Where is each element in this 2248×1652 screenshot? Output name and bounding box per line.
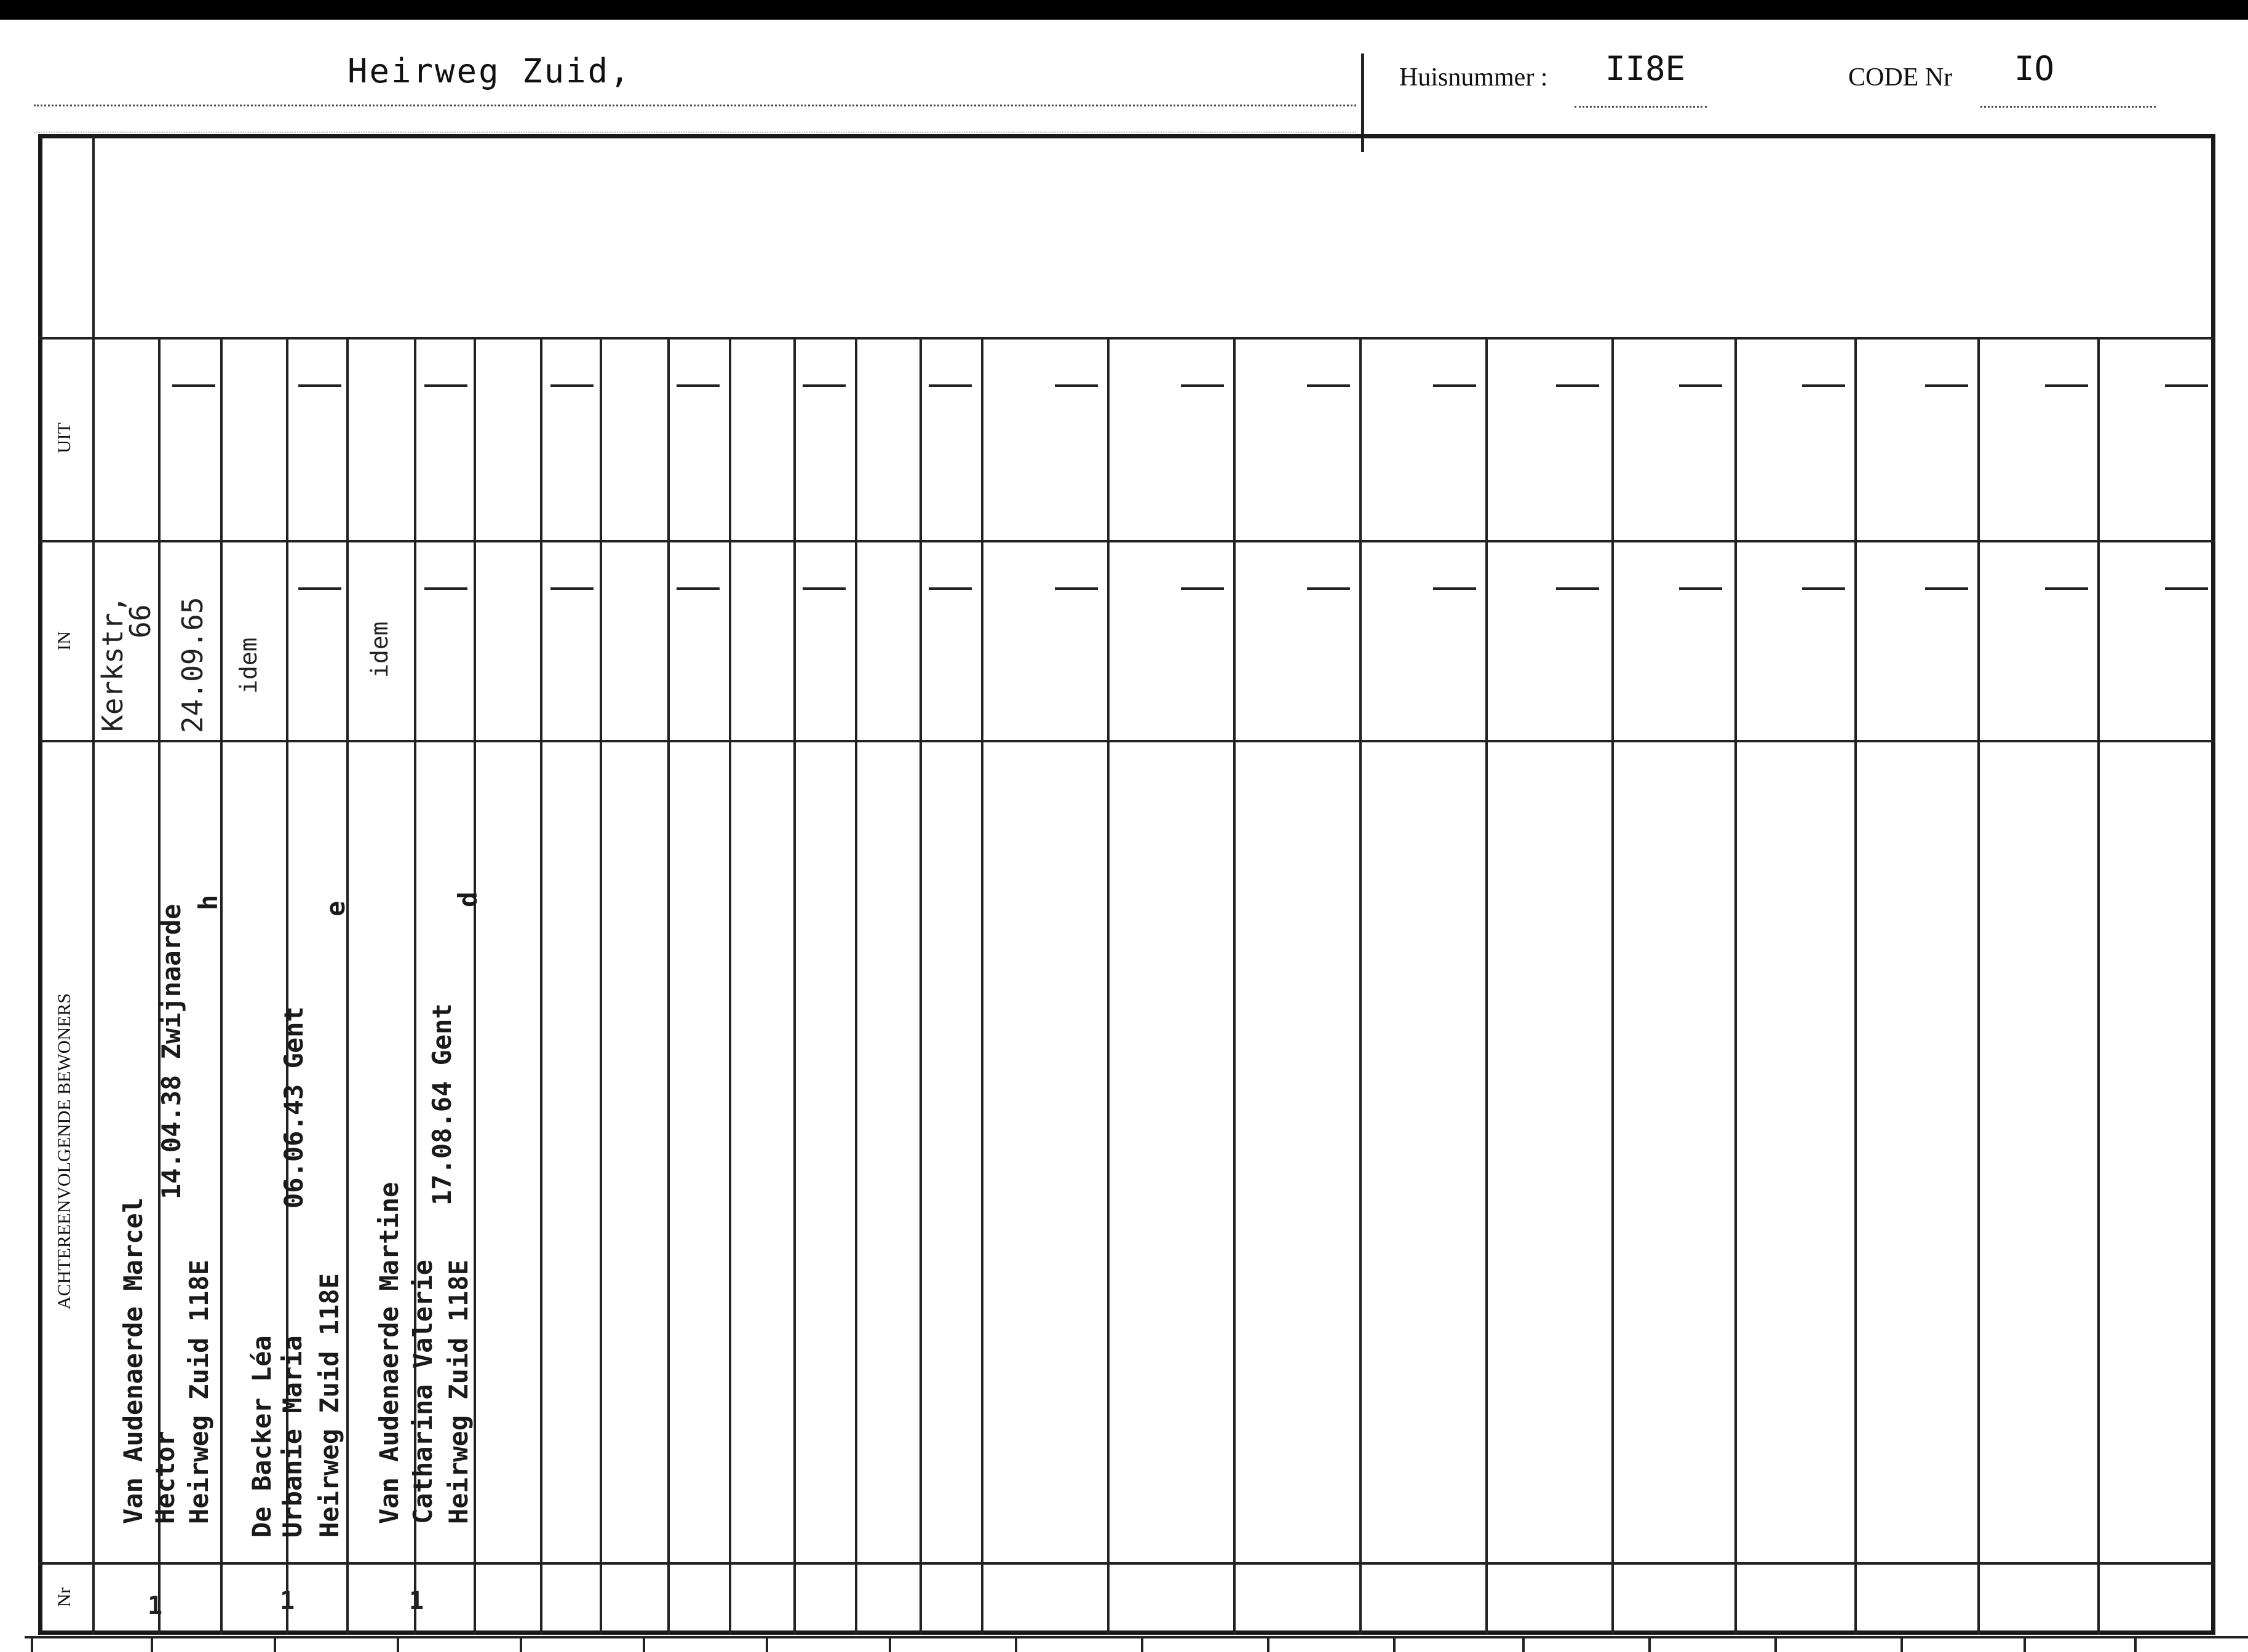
row-label-bewoners: ACHTEREENVOLGENDE BEWONERS xyxy=(54,993,74,1310)
empty-dash xyxy=(1802,384,1845,387)
resident-2-address: Heirweg Zuid 118E xyxy=(314,1273,344,1538)
house-number-dotted-line xyxy=(1575,106,1707,108)
bottom-tick xyxy=(1015,1637,1017,1652)
empty-dash xyxy=(929,384,972,387)
grid-rule-bewoners-top xyxy=(38,740,2215,742)
bottom-tick xyxy=(1774,1637,1777,1652)
house-number-value: II8E xyxy=(1605,49,1686,88)
row-label-in: IN xyxy=(54,631,74,651)
resident-1-address: Heirweg Zuid 118E xyxy=(184,1260,214,1524)
empty-dash xyxy=(424,587,467,590)
column-divider xyxy=(1485,337,1488,1635)
empty-dash xyxy=(803,384,846,387)
resident-3-given: Catharina Valerie xyxy=(408,1260,438,1524)
bottom-tick xyxy=(889,1637,891,1652)
empty-dash xyxy=(1433,587,1476,590)
empty-dash xyxy=(550,384,594,387)
resident-3-name: Van Audenaerde Martine xyxy=(374,1181,404,1524)
column-divider xyxy=(1107,337,1110,1635)
empty-dash xyxy=(424,384,467,387)
column-divider xyxy=(1854,337,1857,1635)
resident-2-birth: 06.06.43 Gent xyxy=(279,1006,309,1209)
empty-dash xyxy=(2045,384,2088,387)
empty-dash xyxy=(1925,384,1968,387)
column-divider xyxy=(667,337,670,1635)
column-divider xyxy=(346,337,349,1635)
column-divider xyxy=(1611,337,1614,1635)
column-divider xyxy=(793,337,796,1635)
empty-dash xyxy=(929,587,972,590)
resident-2-name: De Backer Léa xyxy=(247,1335,277,1538)
column-divider xyxy=(981,337,983,1635)
empty-dash xyxy=(1307,384,1350,387)
bottom-tick xyxy=(1522,1637,1525,1652)
house-number-label: Huisnummer : xyxy=(1399,63,1548,92)
column-divider xyxy=(540,337,542,1635)
resident-3-birth: 17.08.64 Gent xyxy=(427,1003,457,1205)
empty-dash xyxy=(2165,384,2208,387)
resident-2-given: Urbanie Maria xyxy=(277,1335,308,1538)
street-dotted-line-secondary xyxy=(34,132,1356,133)
in-from-street: Kerkstr, xyxy=(96,595,129,732)
in-idem-1: idem xyxy=(235,637,262,694)
row-label-nr: Nr xyxy=(54,1587,74,1607)
empty-dash xyxy=(1679,587,1722,590)
bottom-tick xyxy=(274,1637,276,1652)
empty-dash xyxy=(1556,587,1599,590)
empty-dash xyxy=(803,587,846,590)
column-divider xyxy=(1233,337,1236,1635)
bottom-tick xyxy=(643,1637,645,1652)
bottom-tick xyxy=(1141,1637,1143,1652)
resident-3-address: Heirweg Zuid 118E xyxy=(443,1260,474,1524)
column-divider xyxy=(600,337,602,1635)
resident-1-birth: 14.04.38 Zwijnaarde xyxy=(156,903,186,1199)
grid-rule-nr-top xyxy=(38,1562,2215,1565)
bottom-tick xyxy=(1648,1637,1651,1652)
bottom-tick xyxy=(2134,1637,2137,1652)
bottom-rule xyxy=(25,1636,2248,1638)
in-date: 24.09.65 xyxy=(176,597,209,733)
label-column-divider xyxy=(92,134,95,1635)
empty-dash xyxy=(1055,587,1098,590)
column-divider xyxy=(220,337,223,1635)
bottom-tick xyxy=(151,1637,153,1652)
in-idem-2: idem xyxy=(366,621,393,678)
empty-dash xyxy=(2165,587,2208,590)
empty-dash xyxy=(2045,587,2088,590)
scan-top-border xyxy=(0,0,2248,20)
code-label: CODE Nr xyxy=(1848,63,1953,92)
empty-dash xyxy=(1925,587,1968,590)
bottom-tick xyxy=(1900,1637,1903,1652)
card-header xyxy=(0,20,2248,133)
column-divider xyxy=(1977,337,1980,1635)
column-divider xyxy=(474,337,476,1635)
code-value: IO xyxy=(2014,49,2055,88)
empty-dash xyxy=(1181,587,1224,590)
grid-rule-in-top xyxy=(38,540,2215,542)
resident-1-name: Van Audenaerde Marcel xyxy=(118,1197,148,1524)
empty-dash xyxy=(677,384,720,387)
in-from-number: 66 xyxy=(124,604,157,638)
street-dotted-line xyxy=(34,105,1356,106)
column-divider xyxy=(2097,337,2100,1635)
register-grid xyxy=(38,134,2215,1635)
empty-dash xyxy=(1433,384,1476,387)
resident-2-nr: 1 xyxy=(280,1587,295,1615)
resident-2-code: e xyxy=(320,900,351,916)
bottom-tick xyxy=(1393,1637,1396,1652)
empty-dash xyxy=(298,587,341,590)
column-divider xyxy=(1734,337,1737,1635)
column-divider xyxy=(855,337,857,1635)
bottom-tick xyxy=(1267,1637,1269,1652)
bottom-tick xyxy=(766,1637,768,1652)
bottom-tick xyxy=(2024,1637,2026,1652)
resident-3-code: d xyxy=(453,891,483,907)
empty-dash xyxy=(1307,587,1350,590)
bottom-tick xyxy=(520,1637,522,1652)
empty-dash xyxy=(1055,384,1098,387)
code-dotted-line xyxy=(1980,106,2156,108)
empty-dash xyxy=(1556,384,1599,387)
column-divider xyxy=(919,337,922,1635)
bottom-tick xyxy=(397,1637,399,1652)
empty-dash xyxy=(550,587,594,590)
column-divider xyxy=(1359,337,1362,1635)
row-label-uit: UIT xyxy=(54,423,74,453)
street-name: Heirweg Zuid, xyxy=(348,52,632,90)
resident-3-nr: 1 xyxy=(409,1587,424,1615)
resident-1-nr: 1 xyxy=(148,1592,163,1620)
empty-dash xyxy=(172,384,215,387)
empty-dash xyxy=(677,587,720,590)
bottom-tick xyxy=(31,1637,33,1652)
empty-dash xyxy=(1679,384,1722,387)
resident-1-given: Hector xyxy=(150,1431,180,1524)
empty-dash xyxy=(298,384,341,387)
empty-dash xyxy=(1181,384,1224,387)
resident-1-code: h xyxy=(193,894,223,910)
empty-dash xyxy=(1802,587,1845,590)
grid-rule-uit-top xyxy=(38,337,2215,340)
column-divider xyxy=(729,337,731,1635)
